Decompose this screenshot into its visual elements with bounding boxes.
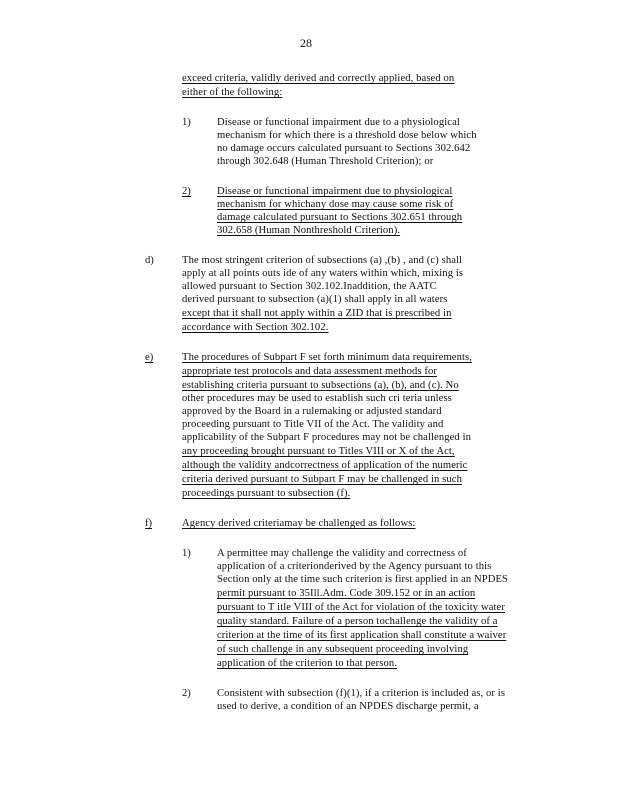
item-1-line: mechanism for which there is a threshold dose below which bbox=[217, 130, 477, 141]
para-e-line: criteria derived pursuant to Subpart F may be challenged in such bbox=[182, 474, 462, 485]
para-e-line: although the validity andcorrectness of application of the numeric bbox=[182, 460, 468, 471]
para-e-line: appropriate test protocols and data assessment methods for bbox=[182, 366, 437, 377]
para-f-heading: Agency derived criteriamay be challenged as follows: bbox=[182, 518, 416, 529]
para-d-line: allowed pursuant to Section 302.102.Inaddition, the AATC bbox=[182, 281, 437, 292]
f-item-1-line: quality standard. Failure of a person tochallenge the validity of a bbox=[217, 616, 498, 627]
para-e-line: establishing criteria pursuant to subsections (a), (b), and (c). No bbox=[182, 380, 459, 391]
item-2-line: Disease or functional impairment due to physiological bbox=[217, 186, 453, 197]
page-number: 28 bbox=[300, 36, 312, 50]
item-2-label: 2) bbox=[182, 186, 191, 197]
f-item-1-line: A permittee may challenge the validity and correctness of bbox=[217, 548, 467, 559]
item-1-line: Disease or functional impairment due to a physiological bbox=[217, 117, 460, 128]
f-item-1-line: permit pursuant to 35Ill.Adm. Code 309.152 or in an action bbox=[217, 588, 476, 599]
para-e-line: other procedures may be used to establish such cri teria unless bbox=[182, 393, 452, 404]
para-e-line: proceedings pursuant to subsection (f). bbox=[182, 488, 351, 499]
para-e-line: any proceeding brought pursuant to Titles VIII or X of the Act, bbox=[182, 446, 455, 457]
para-f-label: f) bbox=[145, 518, 153, 529]
para-e-line: approved by the Board in a rulemaking or adjusted standard bbox=[182, 406, 442, 417]
f-item-1-line: pursuant to T itle VIII of the Act for violation of the toxicity water bbox=[217, 602, 505, 613]
item-2-line: 302.658 (Human Nonthreshold Criterion). bbox=[217, 225, 401, 236]
para-d-line: apply at all points outs ide of any waters within which, mixing is bbox=[182, 268, 464, 279]
item-1-line: no damage occurs calculated pursuant to Sections 302.642 bbox=[217, 143, 471, 154]
para-e-line: proceeding pursuant to Title VII of the Act. The validity and bbox=[182, 419, 444, 430]
para-e-line: The procedures of Subpart F set forth minimum data requirements, bbox=[182, 352, 473, 363]
para-e-line: applicability of the Subpart F procedures may not be challenged in bbox=[182, 432, 472, 443]
item-2-line: mechanism for whichany dose may cause some risk of bbox=[217, 199, 454, 210]
f-item-1-line: of such challenge in any subsequent proceeding involving bbox=[217, 644, 469, 655]
para-d-line: except that it shall not apply within a ZID that is prescribed in bbox=[182, 308, 452, 319]
item-1-line: through 302.648 (Human Threshold Criterion); or bbox=[217, 156, 434, 167]
f-item-1-line: application of the criterion to that person. bbox=[217, 658, 398, 669]
intro-line-1: exceed criteria, validly derived and correctly applied, based on bbox=[182, 73, 455, 84]
item-2-line: damage calculated pursuant to Sections 302.651 through bbox=[217, 212, 463, 223]
f-item-2-line: Consistent with subsection (f)(1), if a criterion is included as, or is bbox=[217, 688, 506, 699]
intro-line-2: either of the following: bbox=[182, 87, 283, 98]
para-d-line: derived pursuant to subsection (a)(1) shall apply in all waters bbox=[182, 294, 448, 305]
item-1-label: 1) bbox=[182, 117, 191, 128]
para-d-line: accordance with Section 302.102. bbox=[182, 322, 329, 333]
f-item-1-line: Section only at the time such criterion is first applied in an NPDES bbox=[217, 574, 509, 585]
f-item-1-line: application of a criterionderived by the Agency pursuant to this bbox=[217, 561, 492, 572]
f-item-1-label: 1) bbox=[182, 548, 191, 559]
para-e-label: e) bbox=[145, 352, 154, 363]
f-item-2-line: used to derive, a condition of an NPDES discharge permit, a bbox=[217, 701, 479, 712]
para-d-label: d) bbox=[145, 255, 154, 266]
f-item-1-line: criterion at the time of its first application shall constitute a waiver bbox=[217, 630, 507, 641]
para-d-line: The most stringent criterion of subsections (a) ,(b) , and (c) shall bbox=[182, 255, 463, 266]
f-item-2-label: 2) bbox=[182, 688, 191, 699]
